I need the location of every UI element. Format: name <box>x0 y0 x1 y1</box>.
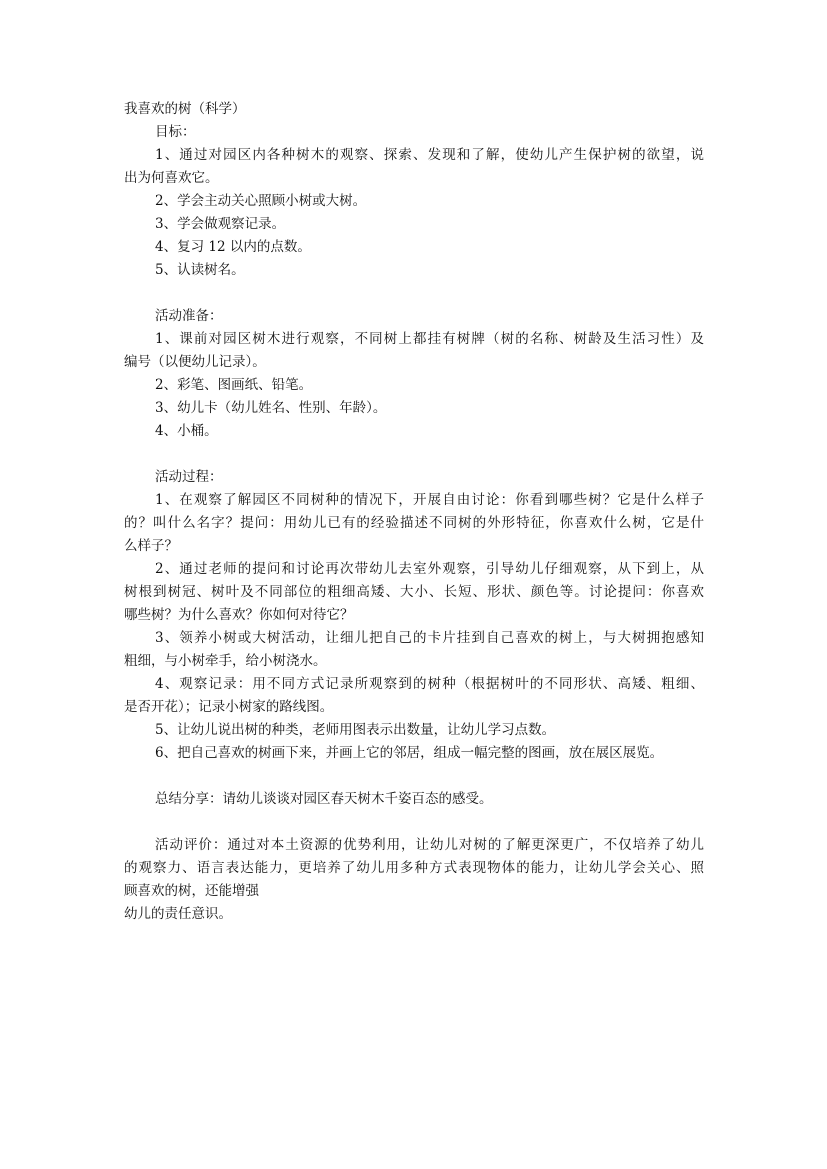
process-line-8: 粗细，与小树牵手，给小树浇水。 <box>124 653 327 669</box>
summary-line: 总结分享：请幼儿谈谈对园区春天树木千姿百态的感受。 <box>155 791 493 807</box>
spacer <box>124 443 704 466</box>
process-line-2: 的？叫什么名字？提问：用幼儿已有的经验描述不同树的外形特征，你喜欢什么树，它是什 <box>124 515 704 531</box>
evaluation-line-2: 的观察力、语言表达能力，更培养了幼儿用多种方式表现物体的能力，让幼儿学会关心、照 <box>124 860 704 876</box>
goal-line-4: 3、学会做观察记录。 <box>155 216 286 232</box>
goals-heading: 目标： <box>155 124 196 140</box>
goal-line-6: 5、认读树名。 <box>155 262 245 278</box>
prep-line-5: 4、小桶。 <box>155 423 218 439</box>
process-line-6: 哪些树？为什么喜欢？你如何对待它？ <box>124 607 354 623</box>
evaluation-line-1: 活动评价：通过对本土资源的优势利用，让幼儿对树的了解更深更广，不仅培养了幼儿 <box>155 837 704 853</box>
goal-line-3: 2、学会主动关心照顾小树或大树。 <box>155 193 367 209</box>
evaluation-line-4: 幼儿的责任意识。 <box>124 906 232 922</box>
process-line-5: 树根到树冠、树叶及不同部位的粗细高矮、大小、长短、形状、颜色等。讨论提问：你喜欢 <box>124 584 704 600</box>
prep-line-1: 1、课前对园区树木进行观察，不同树上都挂有树牌（树的名称、树龄及生活习性）及 <box>155 331 704 347</box>
process-heading: 活动过程： <box>155 469 223 485</box>
process-line-12: 6、把自己喜欢的树画下来，并画上它的邻居，组成一幅完整的图画，放在展区展览。 <box>155 745 664 761</box>
document-title: 我喜欢的树（科学） <box>124 101 246 117</box>
spacer <box>124 811 704 834</box>
spacer <box>124 765 704 788</box>
process-line-7: 3、领养小树或大树活动，让细儿把自己的卡片挂到自己喜欢的树上，与大树拥抱感知 <box>155 630 704 646</box>
goal-line-2: 出为何喜欢它。 <box>124 170 219 186</box>
goal-line-5: 4、复习 12 以内的点数。 <box>155 239 311 255</box>
prep-heading: 活动准备： <box>155 308 223 324</box>
process-line-4: 2、通过老师的提问和讨论再次带幼儿去室外观察，引导幼儿仔细观察，从下到上，从 <box>155 561 704 577</box>
process-line-9: 4、观察记录：用不同方式记录所观察到的树种（根据树叶的不同形状、高矮、粗细、 <box>155 676 704 692</box>
spacer <box>124 282 704 305</box>
prep-line-3: 2、彩笔、图画纸、铅笔。 <box>155 377 313 393</box>
process-line-11: 5、让幼儿说出树的种类，老师用图表示出数量，让幼儿学习点数。 <box>155 722 556 738</box>
document-page <box>124 98 704 926</box>
prep-line-4: 3、幼儿卡（幼儿姓名、性别、年龄）。 <box>155 400 387 416</box>
prep-line-2: 编号（以便幼儿记录）。 <box>124 354 266 370</box>
evaluation-line-3: 顾喜欢的树，还能增强 <box>124 883 259 899</box>
process-line-10: 是否开花）；记录小树家的路线图。 <box>124 699 334 715</box>
goal-line-1: 1、通过对园区内各种树木的观察、探索、发现和了解，使幼儿产生保护树的欲望，说 <box>155 147 704 163</box>
process-line-3: 么样子？ <box>124 538 178 554</box>
process-line-1: 1、在观察了解园区不同树种的情况下，开展自由讨论：你看到哪些树？它是什么样子 <box>155 492 704 508</box>
